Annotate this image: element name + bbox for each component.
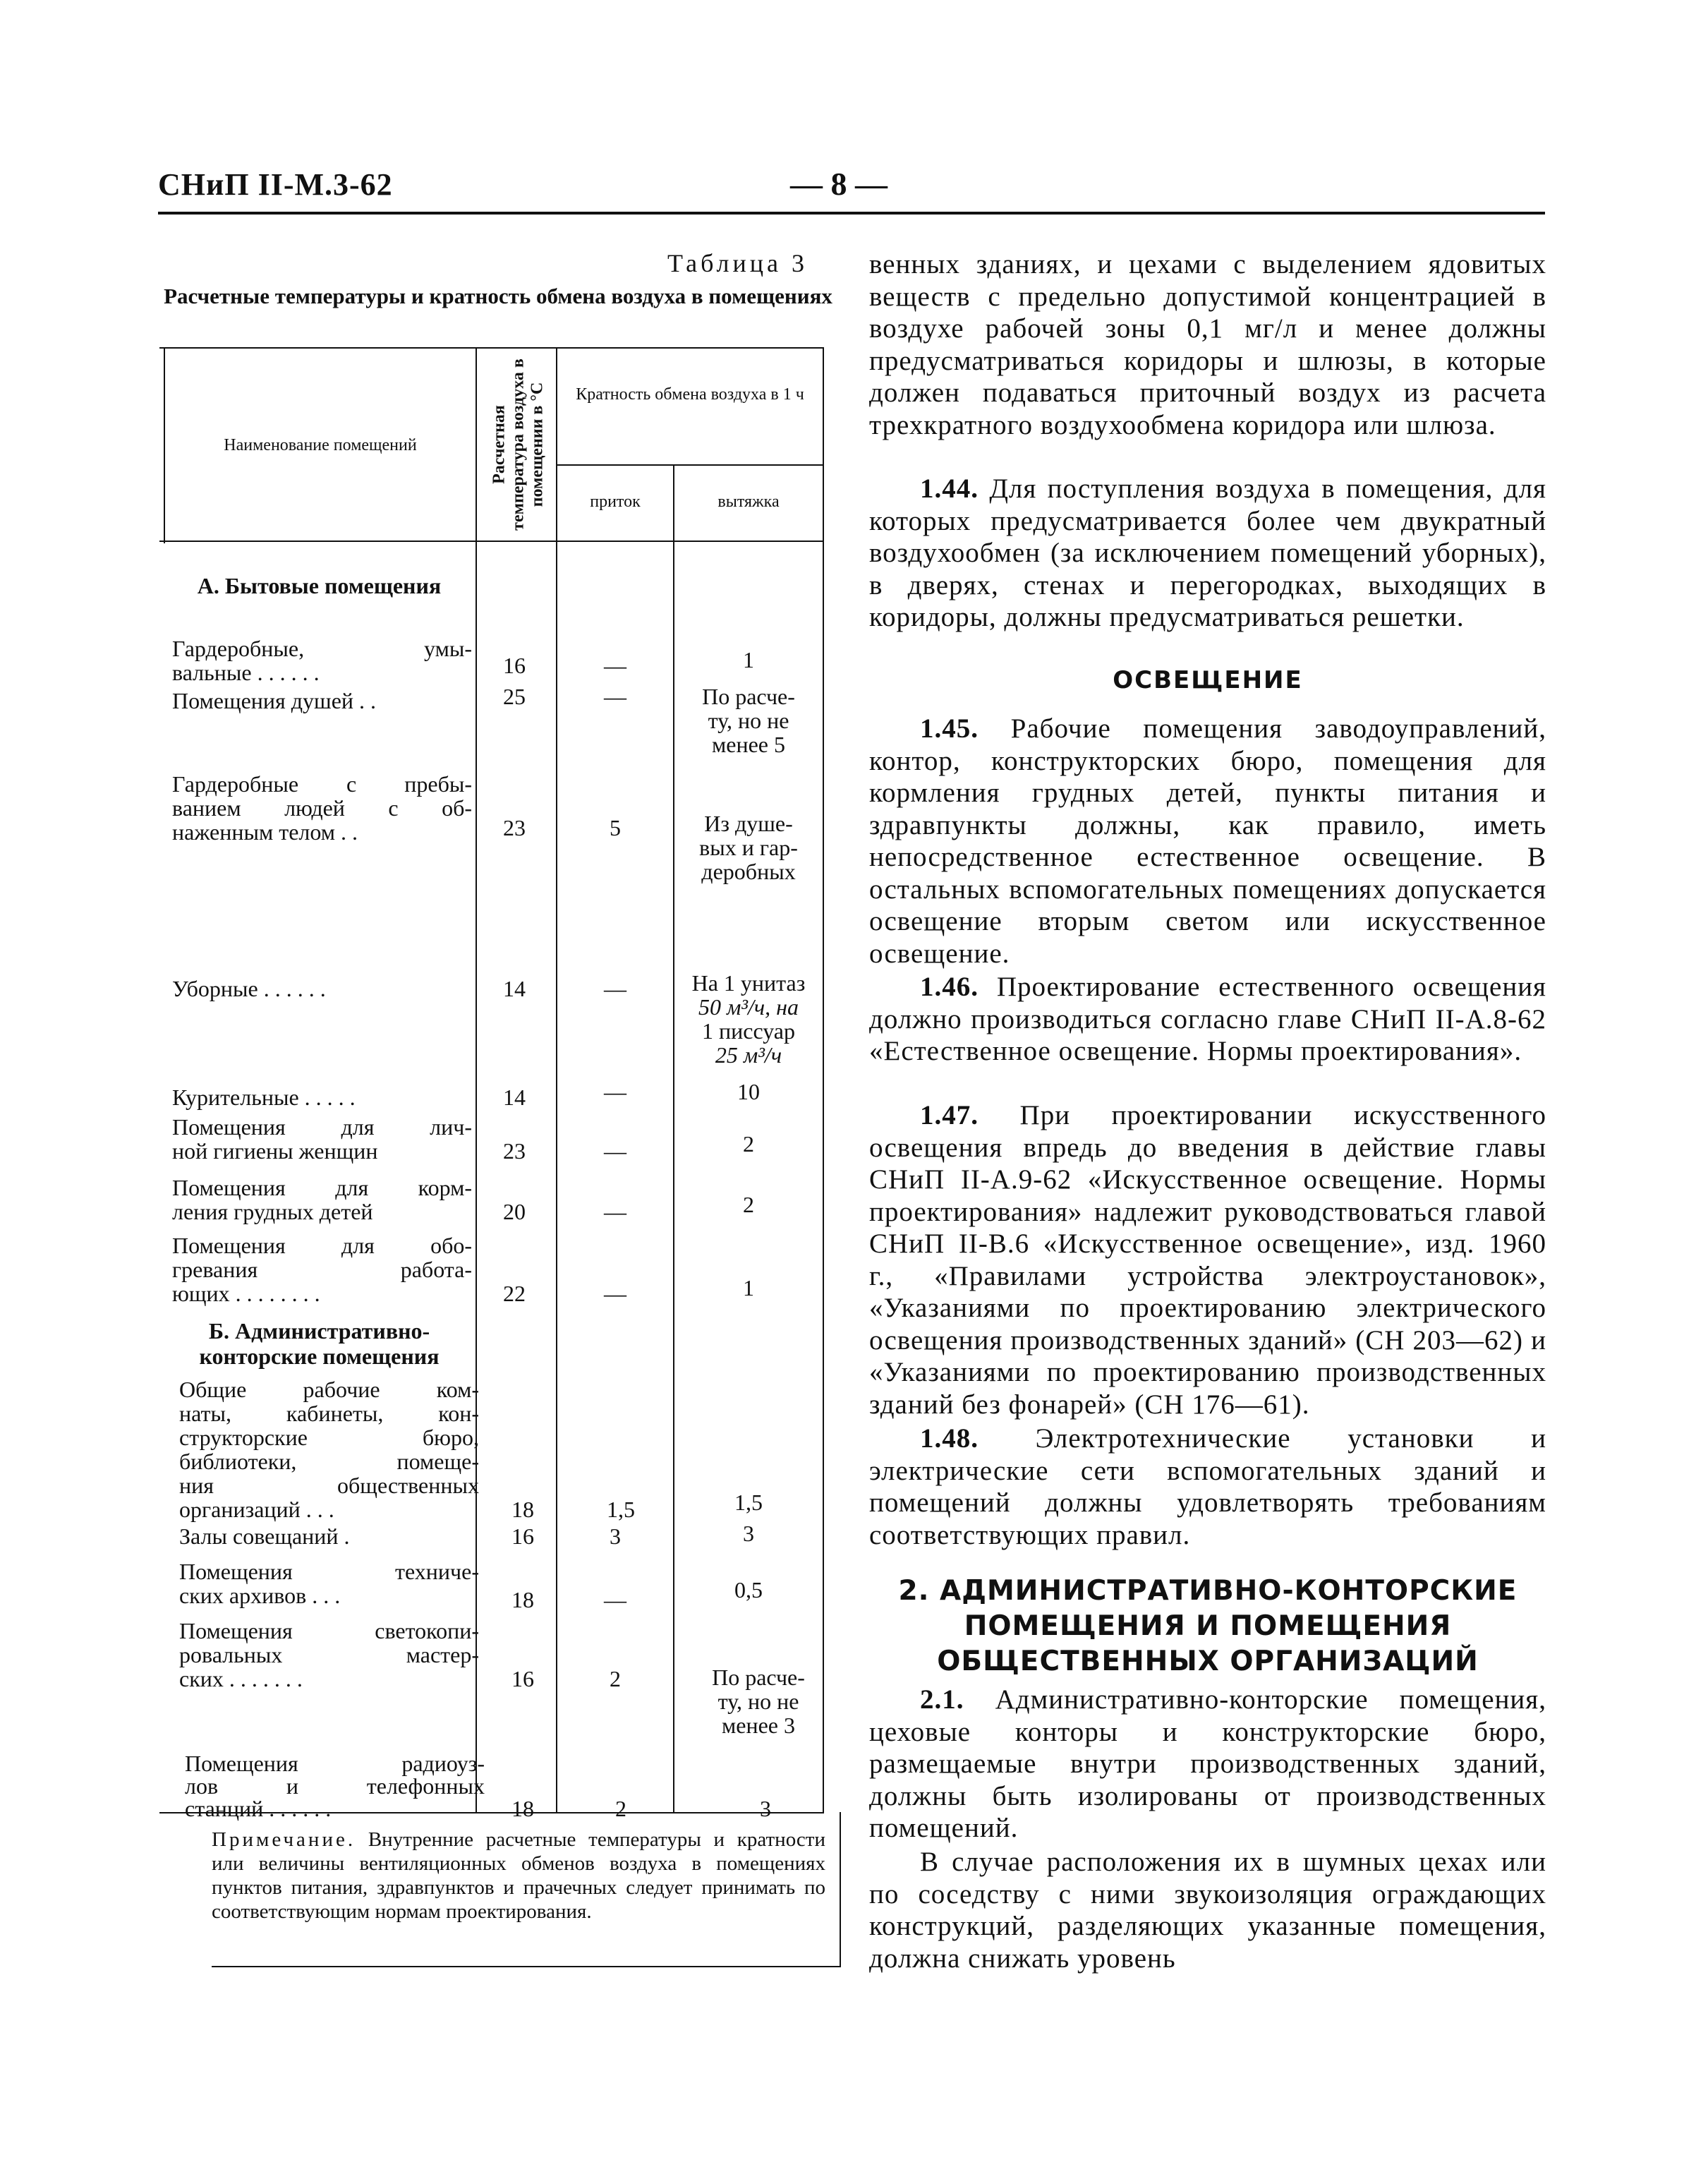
row-supply: 2 bbox=[610, 1666, 621, 1691]
paragraph-1-48 bbox=[869, 1423, 1546, 1551]
row-exhaust: 3 bbox=[743, 1521, 754, 1546]
page-number: — 8 — bbox=[790, 166, 888, 202]
row-exhaust: менее 5 bbox=[712, 732, 785, 757]
row-name-line: Помещения для обо- bbox=[172, 1233, 472, 1258]
row-supply: — bbox=[604, 976, 626, 1001]
row-name-line: ровальных мастер- bbox=[179, 1642, 479, 1667]
row-name-line: Курительные . . . . . bbox=[172, 1085, 356, 1110]
row-exhaust: 25 м³/ч bbox=[715, 1042, 782, 1068]
row-name-line: наженным телом . . bbox=[172, 819, 358, 845]
section-heading-administrative bbox=[869, 1574, 1546, 1679]
row-name-line: Помещения душей . . bbox=[172, 688, 377, 713]
paragraph-1-44 bbox=[869, 473, 1546, 634]
row-temperature: 14 bbox=[503, 1085, 526, 1110]
row-name-line: структорские бюро, bbox=[179, 1425, 479, 1450]
paragraph-continued: венных зданиях, и цехами с выделением ядовитых веществ с предельно допустимой концентрацией в воздухе рабочей зоны 0,1 мг/л и менее должны предусматриваться коридоры и шлюзы, в которые должен подаваться приточный воздух из расчета трехкратного воздухообмена коридора или шлюза. bbox=[869, 249, 1546, 440]
clause-number: 1.47. bbox=[920, 1100, 979, 1130]
row-exhaust: ту, но не bbox=[717, 1689, 799, 1714]
row-name-line: Помещения для лич- bbox=[172, 1114, 472, 1140]
row-temperature: 16 bbox=[511, 1666, 534, 1691]
row-exhaust: 1 bbox=[743, 1275, 754, 1300]
row-name-line: станций . . . . . . bbox=[185, 1796, 332, 1821]
table-col2-rule bbox=[556, 347, 557, 1813]
document-code: СНиП II-М.3-62 bbox=[158, 167, 393, 202]
row-supply: 1,5 bbox=[607, 1497, 635, 1522]
row-name-line: Уборные . . . . . . bbox=[172, 976, 326, 1001]
row-name-line: ния общественных bbox=[179, 1473, 479, 1498]
note-text: Внутренние расчетные температуры и кратности или величины вентиляционных обменов воздуха в помещениях пунктов питания, здравпунктов и прачечных следует принимать по соответствующим нормам проектирования. bbox=[212, 1828, 825, 1923]
row-name-line: наты, кабинеты, кон- bbox=[179, 1401, 479, 1426]
row-supply: — bbox=[604, 1199, 626, 1224]
row-name-line: Гардеробные, умы- bbox=[172, 636, 472, 661]
row-name-line: Помещения для корм- bbox=[172, 1175, 472, 1200]
paragraph-2-1-continued: В случае расположения их в шумных цехах или по соседству с ними звукоизоляция ограждающих конструкций, разделяющих указанные помещения, должна снижать уровень bbox=[869, 1847, 1546, 1974]
row-exhaust: менее 3 bbox=[722, 1713, 795, 1738]
row-supply: — bbox=[604, 1587, 626, 1612]
row-name-line: организаций . . . bbox=[179, 1497, 334, 1522]
row-exhaust: 2 bbox=[743, 1131, 754, 1157]
table-left-rule bbox=[164, 347, 165, 543]
clause-number: 1.46. bbox=[920, 972, 979, 1002]
row-temperature: 18 bbox=[511, 1587, 534, 1612]
row-supply: 2 bbox=[615, 1796, 626, 1821]
row-name-line: Залы совещаний . bbox=[179, 1523, 350, 1549]
header-room-name: Наименование помещений bbox=[224, 436, 417, 454]
row-exhaust: По расче- bbox=[702, 684, 795, 709]
row-name-line: Помещения радиоуз- bbox=[185, 1751, 485, 1776]
row-exhaust: На 1 унитаз bbox=[691, 970, 806, 996]
table-top-rule bbox=[159, 347, 824, 349]
row-temperature: 23 bbox=[503, 1138, 526, 1164]
paragraph-1-47 bbox=[869, 1099, 1546, 1420]
row-temperature: 18 bbox=[511, 1497, 534, 1522]
clause-text: Электротехнические установки и электрические сети вспомогательных зданий и помещений должны удовлетворять требованиям соответствующих правил. bbox=[869, 1423, 1546, 1550]
clause-text: Для поступления воздуха в помещения, для которых предусматривается более чем двукратный воздухообмен (за исключением помещений уборных), в дверях, стенах и перегородках, выходящих в коридоры, должны предусматриваться решетки. bbox=[869, 473, 1546, 632]
table-note bbox=[212, 1828, 825, 1924]
header-temperature: Расчетная температура воздуха в помещении в °С bbox=[490, 358, 547, 531]
row-supply: — bbox=[604, 684, 626, 709]
header-rule bbox=[158, 212, 1545, 215]
row-exhaust: 50 м³/ч, на bbox=[698, 994, 799, 1020]
row-name-line: гревания работа- bbox=[172, 1257, 472, 1282]
section-a-title: А. Бытовые помещения bbox=[197, 573, 442, 598]
row-temperature: 22 bbox=[503, 1281, 526, 1306]
paragraph-2-1 bbox=[869, 1684, 1546, 1845]
row-name-line: лов и телефонных bbox=[185, 1773, 485, 1799]
table-note-right-rule bbox=[840, 1812, 841, 1967]
clause-number: 2.1. bbox=[920, 1684, 964, 1715]
row-name-line: ванием людей с об- bbox=[172, 795, 472, 821]
heading-line: ОБЩЕСТВЕННЫХ ОРГАНИЗАЦИЙ bbox=[937, 1646, 1479, 1677]
row-exhaust: Из душе- bbox=[704, 811, 793, 836]
row-name-line: Общие рабочие ком- bbox=[179, 1377, 479, 1402]
row-exhaust: деробных bbox=[701, 859, 796, 884]
row-name-line: ских архивов . . . bbox=[179, 1583, 341, 1608]
row-supply: — bbox=[604, 1079, 626, 1104]
row-name-line: вальные . . . . . . bbox=[172, 660, 320, 685]
table-title: Расчетные температуры и кратность обмена воздуха в помещениях bbox=[164, 284, 832, 308]
row-supply: 3 bbox=[610, 1523, 621, 1549]
row-name-line: Гардеробные с пребы- bbox=[172, 771, 472, 797]
row-supply: — bbox=[604, 1281, 626, 1306]
clause-text: Проектирование естественного освещения должно производиться согласно главе СНиП II-А.8-62 «Естественное освещение. Нормы проектирования». bbox=[869, 972, 1546, 1066]
row-name-line: Помещения светокопи- bbox=[179, 1618, 479, 1643]
table-bottom-rule bbox=[212, 1966, 840, 1967]
row-exhaust: 1 писсуар bbox=[701, 1018, 795, 1044]
row-name-line: ления грудных детей bbox=[172, 1199, 373, 1224]
section-b-title: Б. Административно-конторские помещения bbox=[199, 1318, 440, 1369]
table-head-rule bbox=[159, 541, 824, 542]
section-heading-lighting: ОСВЕЩЕНИЕ bbox=[1113, 666, 1303, 694]
row-exhaust: По расче- bbox=[712, 1665, 805, 1690]
row-temperature: 23 bbox=[503, 815, 526, 840]
clause-text: Рабочие помещения заводоуправлений, контор, конструкторских бюро, помещения для кормления грудных детей, пункты питания и здравпункты должны, как правило, иметь непосредственное естественное освещение. В остальных вспомогательных помещениях допускается освещение вторым светом или искусственное освещение. bbox=[869, 713, 1546, 969]
row-exhaust: 3 bbox=[760, 1796, 771, 1821]
row-temperature: 16 bbox=[503, 653, 526, 678]
row-exhaust: 0,5 bbox=[734, 1577, 763, 1602]
clause-text: Административно-конторские помещения, цеховые конторы и конструкторские бюро, размещаемые внутри производственных зданий, должны быть изолированы от производственных помещений. bbox=[869, 1684, 1546, 1843]
row-name-line: ной гигиены женщин bbox=[172, 1138, 378, 1164]
table-subhead-rule bbox=[556, 464, 824, 466]
row-temperature: 18 bbox=[511, 1796, 534, 1821]
row-supply: — bbox=[604, 1138, 626, 1164]
row-temperature: 20 bbox=[503, 1199, 526, 1224]
row-name-line: ющих . . . . . . . . bbox=[172, 1281, 320, 1306]
row-temperature: 25 bbox=[503, 684, 526, 709]
row-exhaust: 10 bbox=[737, 1079, 760, 1104]
note-label: Примечание. bbox=[212, 1828, 356, 1851]
clause-number: 1.48. bbox=[920, 1423, 979, 1454]
heading-line: 2. АДМИНИСТРАТИВНО-КОНТОРСКИЕ bbox=[898, 1575, 1518, 1607]
heading-line: ПОМЕЩЕНИЯ И ПОМЕЩЕНИЯ bbox=[964, 1610, 1452, 1642]
row-name-line: Помещения техниче- bbox=[179, 1559, 479, 1584]
table-right-rule bbox=[823, 347, 824, 1813]
clause-number: 1.44. bbox=[920, 473, 979, 504]
row-exhaust: 1 bbox=[743, 647, 754, 672]
row-supply: — bbox=[604, 653, 626, 678]
table-label: Таблица 3 bbox=[667, 249, 808, 277]
row-temperature: 14 bbox=[503, 976, 526, 1001]
row-exhaust: вых и гар- bbox=[699, 835, 798, 860]
row-exhaust: 1,5 bbox=[734, 1490, 763, 1515]
paragraph-1-46 bbox=[869, 971, 1546, 1068]
header-supply: приток bbox=[590, 493, 641, 511]
clause-number: 1.45. bbox=[920, 713, 979, 744]
header-exhaust: вытяжка bbox=[717, 493, 780, 511]
row-supply: 5 bbox=[610, 815, 621, 840]
clause-text: При проектировании искусственного освещения впредь до введения в действие главы СНиП II-А.9-62 «Искусственное освещение. Нормы проектирования» надлежит руководствоваться главой СНиП II-В.6 «Искусственное освещение», изд. 1960 г., «Правилами устройства электроустановок», «Указаниями по проектированию электрического освещения производственных зданий» (СН 203—62) и «Указаниями по проектированию производственных зданий без фонарей» (СН 176—61). bbox=[869, 1100, 1546, 1420]
row-exhaust: ту, но не bbox=[708, 708, 789, 733]
row-temperature: 16 bbox=[511, 1523, 534, 1549]
row-name-line: библиотеки, помеще- bbox=[179, 1449, 479, 1474]
row-exhaust: 2 bbox=[743, 1192, 754, 1217]
header-exchange-rate: Кратность обмена воздуха в 1 ч bbox=[576, 385, 804, 404]
paragraph-1-45 bbox=[869, 713, 1546, 970]
row-name-line: ских . . . . . . . bbox=[179, 1666, 303, 1691]
